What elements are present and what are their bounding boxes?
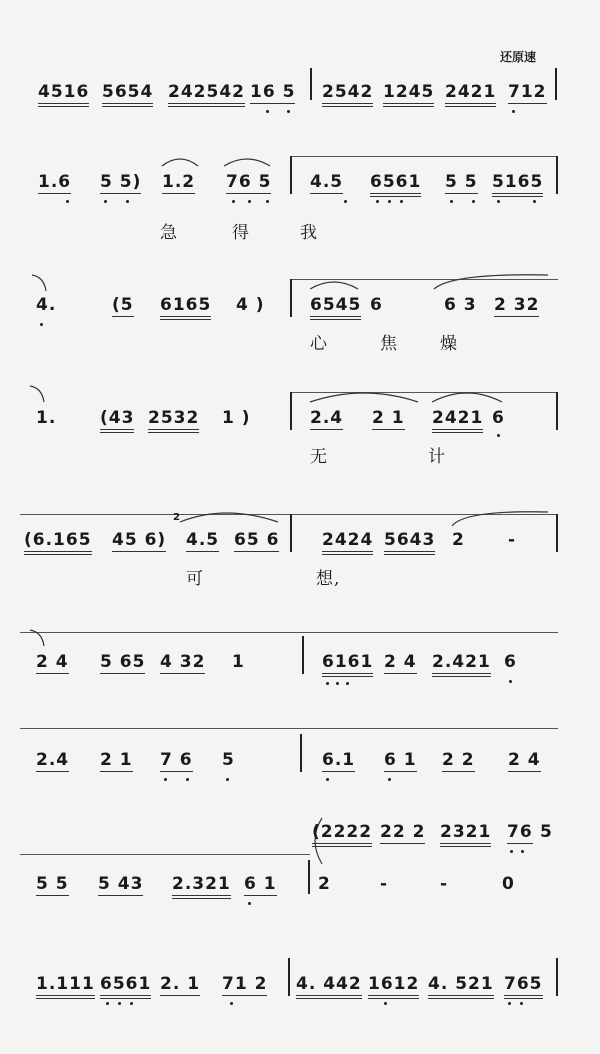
note-group: 4516 [38, 82, 89, 107]
low-octave-dot [472, 200, 475, 203]
note-group: 1 [232, 652, 245, 672]
note-group: 2424 [322, 530, 373, 555]
low-octave-dot [508, 1002, 511, 1005]
system-line [20, 854, 310, 855]
note-group: 4. 442 [296, 974, 362, 999]
note-group: 2 32 [494, 295, 540, 315]
barline [556, 392, 558, 430]
lyric: 得 [232, 223, 250, 243]
lyric: 心 [310, 334, 328, 354]
note-group: 6161 [322, 652, 373, 677]
note-group: - [440, 874, 449, 894]
low-octave-dot [450, 200, 453, 203]
lyric: 无 [310, 447, 328, 467]
low-octave-dot [186, 778, 189, 781]
low-octave-dot [509, 680, 512, 683]
note-group: 65 6 [234, 530, 280, 550]
slur [30, 273, 50, 293]
slur [308, 388, 420, 404]
low-octave-dot [497, 200, 500, 203]
note-group: 6 [504, 652, 517, 672]
low-octave-dot [266, 200, 269, 203]
slur [160, 154, 200, 168]
note-group: 4 ) [236, 295, 265, 315]
slur [430, 388, 504, 404]
note-group: 2421 [432, 408, 483, 433]
note-group: 5 5 [36, 874, 69, 894]
slur [432, 273, 550, 291]
low-octave-dot [336, 682, 339, 685]
low-octave-dot [232, 200, 235, 203]
staff-row-9 [0, 974, 600, 1054]
low-octave-dot [521, 850, 524, 853]
low-octave-dot [266, 110, 269, 113]
barline [556, 156, 558, 194]
note-group: 1.111 [36, 974, 95, 999]
note-group: 6 [492, 408, 505, 428]
note-group: 6 3 [444, 295, 477, 315]
low-octave-dot [344, 200, 347, 203]
note-group: 2 [452, 530, 465, 550]
ossia-group: (2222 [312, 822, 372, 847]
lyric: 急 [160, 223, 178, 243]
note-group: 2.4 [310, 408, 344, 428]
barline [290, 279, 292, 317]
low-octave-dot [230, 1002, 233, 1005]
low-octave-dot [126, 200, 129, 203]
ossia-group: 22 2 [380, 822, 426, 842]
note-group: 1.2 [162, 172, 196, 192]
staff-row-3 [0, 295, 600, 375]
note-group: 4. [36, 295, 57, 315]
low-octave-dot [226, 778, 229, 781]
note-group: 5643 [384, 530, 435, 555]
slur [28, 628, 48, 648]
low-octave-dot [40, 323, 43, 326]
barline [300, 734, 302, 772]
note-group: 2542 [322, 82, 373, 107]
note-group: 6561 [370, 172, 421, 197]
note-group: (6.165 [24, 530, 92, 555]
note-group: 2 2 [442, 750, 475, 770]
note-group: 2.321 [172, 874, 231, 899]
note-group: 1245 [383, 82, 434, 107]
barline [290, 514, 292, 552]
note-group: 2.421 [432, 652, 491, 677]
note-group: 4 32 [160, 652, 206, 672]
note-group: 5 65 [100, 652, 146, 672]
grace-note: 2 [173, 512, 180, 523]
staff-row-2 [0, 172, 600, 252]
low-octave-dot [384, 1002, 387, 1005]
note-group: 6.1 [322, 750, 356, 770]
note-group: 765 [504, 974, 543, 999]
note-group: 7 6 [160, 750, 193, 770]
low-octave-dot [164, 778, 167, 781]
lyric: 燥 [440, 334, 458, 354]
barline [310, 68, 312, 100]
note-group: - [508, 530, 517, 550]
note-group: 76 5 [226, 172, 272, 192]
barline [288, 958, 290, 996]
lyric: 可 [186, 569, 204, 589]
staff-row-5 [0, 512, 600, 610]
low-octave-dot [248, 200, 251, 203]
note-group: 2. 1 [160, 974, 201, 994]
note-group: 6 1 [244, 874, 277, 894]
ossia-group: 76 [507, 822, 533, 842]
note-group: 2 [318, 874, 331, 894]
lyric: 焦 [380, 334, 398, 354]
staff-row-1 [0, 82, 600, 162]
lyric: 想, [316, 569, 341, 589]
low-octave-dot [346, 682, 349, 685]
note-group: 1.6 [38, 172, 72, 192]
lyric: 我 [300, 223, 318, 243]
note-group: - [380, 874, 389, 894]
tempo-mark: 还原速 [500, 50, 537, 64]
ossia-group: 5 [540, 822, 553, 842]
low-octave-dot [287, 110, 290, 113]
note-group: 4.5 [186, 530, 220, 550]
low-octave-dot [326, 778, 329, 781]
low-octave-dot [400, 200, 403, 203]
low-octave-dot [510, 850, 513, 853]
low-octave-dot [533, 200, 536, 203]
note-group: 5 5) [100, 172, 142, 192]
low-octave-dot [66, 200, 69, 203]
low-octave-dot [512, 110, 515, 113]
slur [450, 510, 550, 528]
barline [556, 958, 558, 996]
note-group: 5 5 [445, 172, 478, 192]
staff-row-7 [0, 750, 600, 830]
note-group: 2 4 [508, 750, 541, 770]
slur [222, 154, 272, 168]
note-group: 6 1 [384, 750, 417, 770]
slur [308, 277, 360, 291]
note-group: 1 ) [222, 408, 251, 428]
note-group: (5 [112, 295, 134, 315]
note-group: 2532 [148, 408, 199, 433]
low-octave-dot [520, 1002, 523, 1005]
barline [290, 156, 292, 194]
slur [170, 508, 280, 524]
note-group: 2421 [445, 82, 496, 107]
system-line [290, 156, 558, 157]
note-group: 6165 [160, 295, 211, 320]
system-line [20, 728, 558, 729]
note-group: 71 2 [222, 974, 268, 994]
note-group: 2 4 [384, 652, 417, 672]
low-octave-dot [388, 778, 391, 781]
note-group: 1. [36, 408, 57, 428]
low-octave-dot [106, 1002, 109, 1005]
system-line [20, 632, 558, 633]
barline [302, 636, 304, 674]
note-group: 16 5 [250, 82, 296, 102]
note-group: 2 1 [372, 408, 405, 428]
note-group: 45 6) [112, 530, 167, 550]
note-group: (43 [100, 408, 134, 433]
low-octave-dot [497, 434, 500, 437]
note-group: 5 43 [98, 874, 144, 894]
note-group: 4.5 [310, 172, 344, 192]
lyric: 计 [428, 447, 446, 467]
barline [290, 392, 292, 430]
low-octave-dot [376, 200, 379, 203]
note-group: 5654 [102, 82, 153, 107]
note-group: 242542 [168, 82, 245, 107]
note-group: 2 4 [36, 652, 69, 672]
note-group: 1612 [368, 974, 419, 999]
note-group: 6561 [100, 974, 151, 999]
note-group: 4. 521 [428, 974, 494, 999]
low-octave-dot [388, 200, 391, 203]
note-group: 5 [222, 750, 235, 770]
low-octave-dot [248, 902, 251, 905]
note-group: 6545 [310, 295, 361, 320]
barline [556, 514, 558, 552]
slur [28, 384, 48, 404]
note-group: 5165 [492, 172, 543, 197]
note-group: 2.4 [36, 750, 70, 770]
note-group: 0 [502, 874, 515, 894]
low-octave-dot [130, 1002, 133, 1005]
staff-row-6 [0, 652, 600, 732]
barline [555, 68, 557, 100]
low-octave-dot [326, 682, 329, 685]
low-octave-dot [104, 200, 107, 203]
note-group: 6 [370, 295, 383, 315]
staff-row-4 [0, 408, 600, 488]
staff-row-8 [0, 822, 600, 954]
note-group: 2 1 [100, 750, 133, 770]
low-octave-dot [118, 1002, 121, 1005]
note-group: 712 [508, 82, 547, 102]
ossia-group: 2321 [440, 822, 491, 847]
